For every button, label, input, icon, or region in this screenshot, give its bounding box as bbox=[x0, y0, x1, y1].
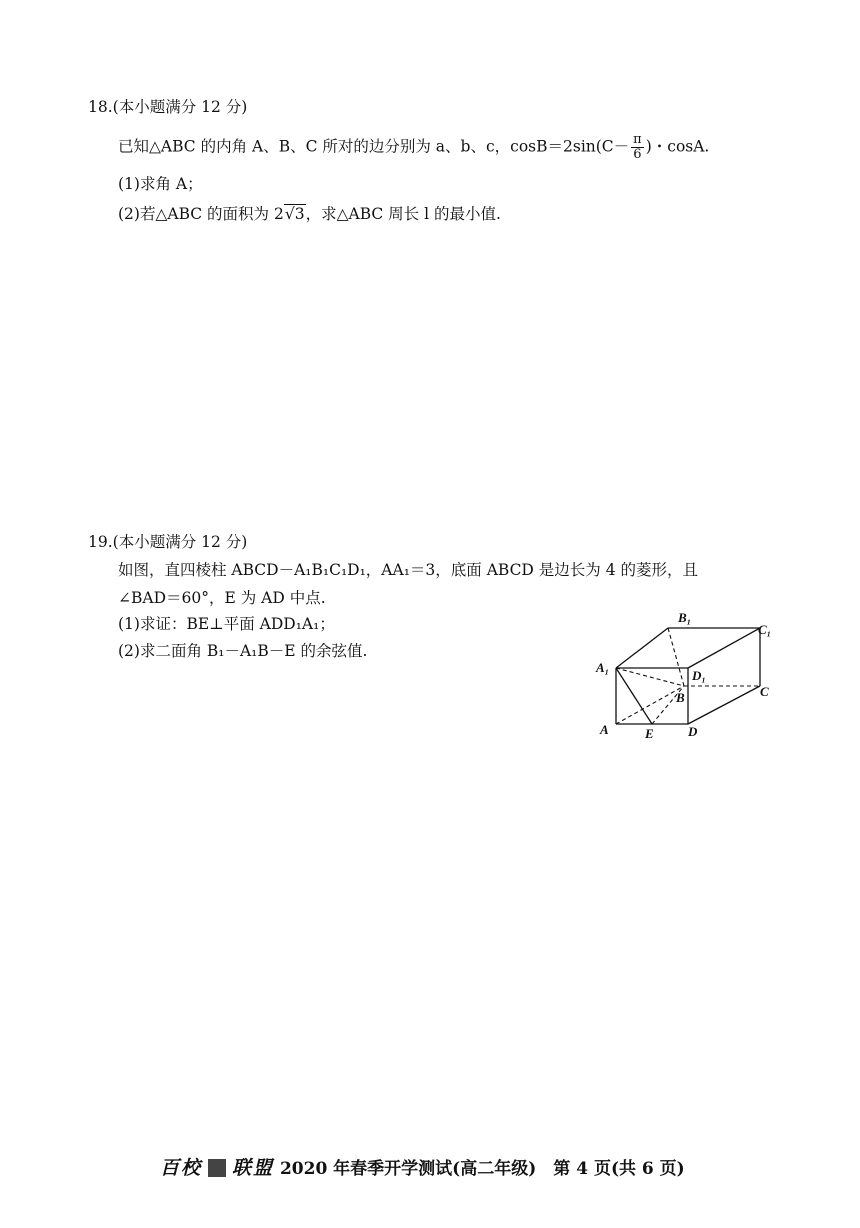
label-b: B bbox=[676, 690, 685, 705]
q18-frac-num: π bbox=[633, 132, 642, 147]
footer-text: 2020 年春季开学测试(高二年级) 第 4 页(共 6 页) bbox=[279, 1159, 685, 1179]
q19-header: 19.(本小题满分 12 分) bbox=[88, 533, 248, 551]
q19-part1: (1)求证：BE⊥平面 ADD₁A₁； bbox=[118, 615, 335, 633]
q18-frac-den: 6 bbox=[633, 147, 642, 162]
label-b1: B₁ bbox=[678, 610, 692, 625]
edge-c1-d1 bbox=[688, 628, 760, 668]
prism-figure bbox=[588, 604, 788, 744]
q18-part2 bbox=[118, 204, 501, 224]
q18-part2-b: ，求△ABC 周长 l 的最小值. bbox=[305, 205, 501, 223]
label-d: D bbox=[688, 724, 698, 739]
label-a1: A₁ bbox=[596, 660, 610, 675]
seal-icon bbox=[208, 1159, 226, 1177]
edge-a1-b1 bbox=[616, 628, 668, 668]
label-d1: D₁ bbox=[692, 668, 706, 683]
q18-stem-suffix: )・cosA. bbox=[645, 137, 710, 156]
footer-alliance: 联盟 bbox=[232, 1157, 275, 1179]
q19-line1: 如图，直四棱柱 ABCD－A₁B₁C₁D₁，AA₁＝3，底面 ABCD 是边长为 4 的菱形，且 bbox=[118, 561, 699, 579]
q18-part1: (1)求角 A； bbox=[118, 175, 203, 193]
q18-sqrt-value: 3 bbox=[294, 205, 305, 223]
page-footer bbox=[160, 1153, 685, 1180]
q18-stem bbox=[118, 133, 709, 162]
label-c: C bbox=[760, 684, 769, 699]
q19-line2: ∠BAD＝60°，E 为 AD 中点. bbox=[118, 589, 326, 607]
q18-stem-prefix: 已知△ABC 的内角 A、B、C 所对的边分别为 a、b、c，cosB＝2sin(C－ bbox=[118, 137, 630, 156]
q18-sqrt: √3 bbox=[284, 205, 305, 223]
q18-fraction bbox=[631, 133, 644, 162]
label-a: A bbox=[600, 722, 609, 737]
q18-header: 18.(本小题满分 12 分) bbox=[88, 98, 248, 116]
label-c1: C₁ bbox=[758, 622, 772, 637]
q19-part2: (2)求二面角 B₁－A₁B－E 的余弦值. bbox=[118, 642, 368, 660]
edge-d-c bbox=[688, 686, 760, 724]
q18-part2-a: (2)若△ABC 的面积为 2 bbox=[118, 205, 284, 223]
edge-a-b-hidden bbox=[616, 686, 684, 724]
edge-b-b1-hidden bbox=[668, 628, 684, 686]
footer-logo: 百校 bbox=[160, 1157, 203, 1179]
label-e: E bbox=[645, 726, 654, 741]
